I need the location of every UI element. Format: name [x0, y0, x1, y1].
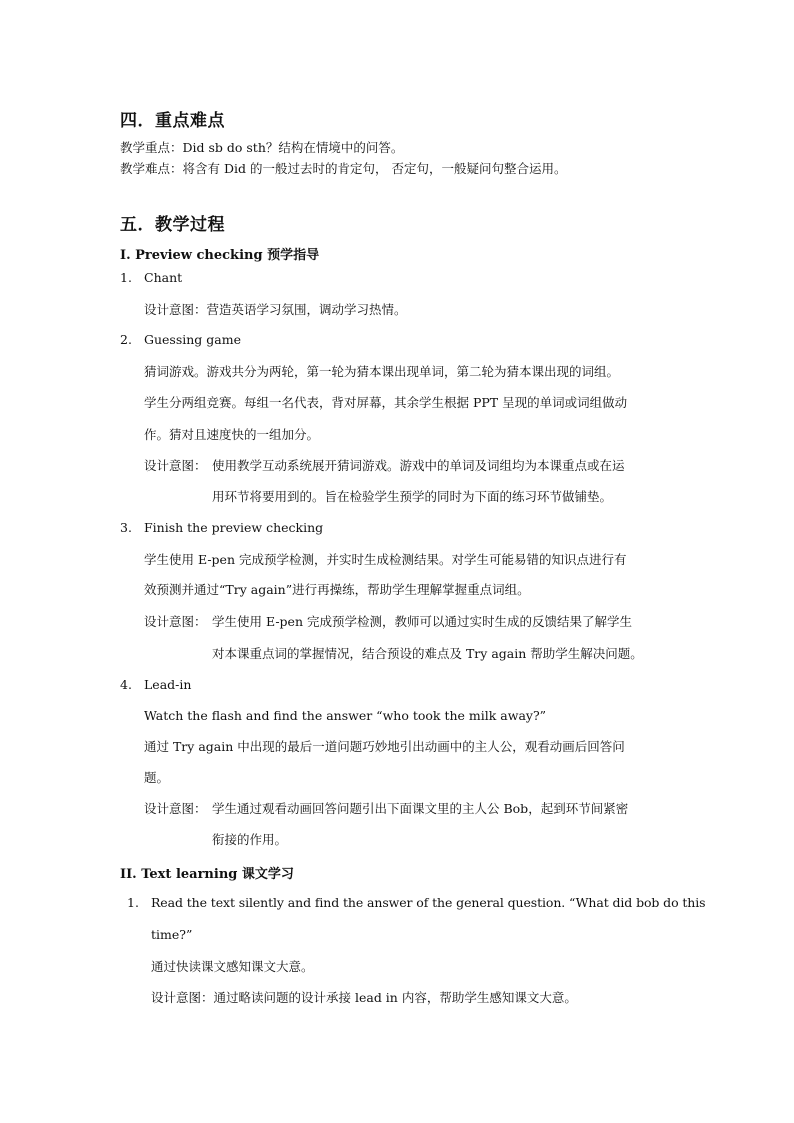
item-line: 学生分两组竞赛。每组一名代表，背对屏幕，其余学生根据 PPT 呈现的单词或词组做动: [144, 395, 628, 410]
item-title: Finish the preview checking: [144, 520, 324, 535]
item-number: 3.: [120, 520, 132, 535]
item-title: Chant: [144, 270, 183, 285]
item-line: 设计意图：通过略读问题的设计承接 lead in 内容，帮助学生感知课文大意。: [151, 990, 577, 1005]
item-line: 通过快读课文感知课文大意。: [151, 959, 314, 974]
item-line: 设计意图：营造英语学习氛围，调动学习热情。: [144, 302, 407, 317]
teaching-difficulty: 教学难点：将含有 Did 的一般过去时的肯定句， 否定句，一般疑问句整合运用。: [120, 161, 567, 176]
item-line: 效预测并通过“Try again”进行再操练，帮助学生理解掌握重点词组。: [144, 582, 530, 597]
design-intent-label: 设计意图：: [144, 458, 207, 473]
item-number: 4.: [120, 677, 132, 692]
design-intent-label: 设计意图：: [144, 801, 207, 816]
part-1-heading: I. Preview checking 预学指导: [120, 248, 320, 263]
part-2-heading: II. Text learning 课文学习: [120, 867, 294, 882]
item-line: 猜词游戏。游戏共分为两轮，第一轮为猜本课出现单词，第二轮为猜本课出现的词组。: [144, 364, 620, 379]
item-line: 通过 Try again 中出现的最后一道问题巧妙地引出动画中的主人公，观看动画后回答问: [144, 739, 625, 754]
item-number: 2.: [120, 332, 132, 347]
item-title: Guessing game: [144, 332, 241, 347]
item-line: 作。猜对且速度快的一组加分。: [144, 427, 320, 442]
item-title-continuation: time?”: [151, 927, 193, 942]
item-line: 题。: [144, 770, 170, 785]
teaching-focus: 教学重点：Did sb do sth？结构在情境中的问答。: [120, 140, 404, 155]
item-title: Read the text silently and find the answer of the general question. “What did bob do this: [151, 895, 706, 910]
design-intent-line: 学生通过观看动画回答问题引出下面课文里的主人公 Bob，起到环节间紧密: [212, 801, 629, 816]
design-intent-line: 学生使用 E-pen 完成预学检测，教师可以通过实时生成的反馈结果了解学生: [212, 614, 632, 629]
section-5-title: 五．教学过程: [120, 215, 225, 235]
design-intent-line: 使用教学互动系统展开猜词游戏。游戏中的单词及词组均为本课重点或在运: [212, 458, 625, 473]
item-title: Lead-in: [144, 677, 192, 692]
item-line: Watch the flash and find the answer “who took the milk away?”: [144, 708, 547, 723]
item-line: 学生使用 E-pen 完成预学检测，并实时生成检测结果。对学生可能易错的知识点进行有: [144, 552, 627, 567]
item-number: 1.: [127, 895, 139, 910]
design-intent-line: 用环节将要用到的。旨在检验学生预学的同时为下面的练习环节做铺垫。: [212, 489, 613, 504]
design-intent-line: 对本课重点词的掌握情况，结合预设的难点及 Try again 帮助学生解决问题。: [212, 646, 643, 661]
item-number: 1.: [120, 270, 132, 285]
design-intent-label: 设计意图：: [144, 614, 207, 629]
design-intent-line: 衔接的作用。: [212, 832, 288, 847]
section-4-title: 四．重点难点: [120, 111, 225, 131]
